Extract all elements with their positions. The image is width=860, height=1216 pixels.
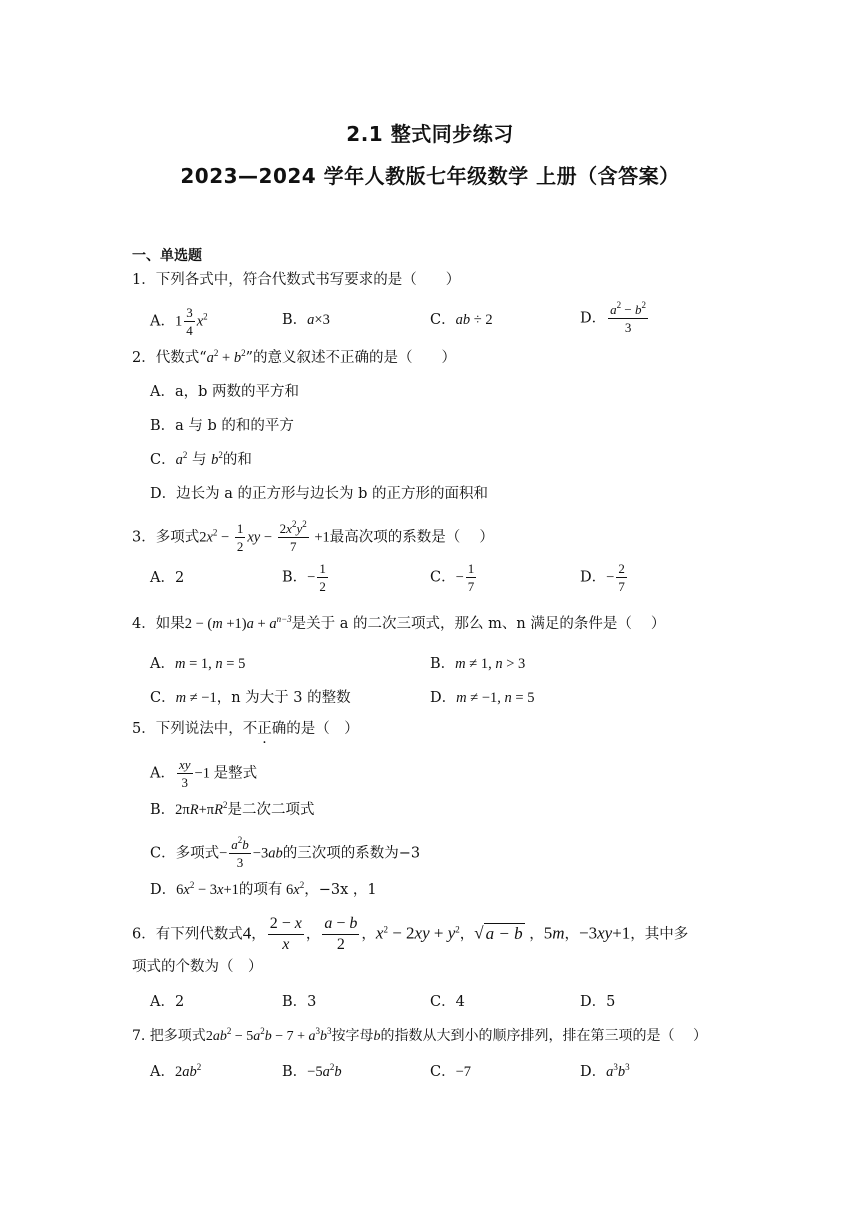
question-1-option-b: B．a×3 [282,312,330,328]
question-6-option-d: D．5 [580,994,616,1010]
question-6-option-b: B．3 [282,994,317,1010]
question-1-option-a: A．1 $\frac{3}{4}$ $x^2$ [150,305,208,338]
question-2-option-d: D．边长为 a 的正方形与边长为 b 的正方形的面积和 [150,486,488,502]
question-2-option-c: C．$a^2$ 与 $b^2$的和 [150,450,252,468]
question-4-option-a: A．m = 1, n = 5 [150,656,246,672]
question-2-stem: 2．代数式“$a^2 + b^2$”的意义叙述不正确的是（ ） [132,348,456,366]
question-5-option-b: B．$2\pi R+\pi R^2$是二次二项式 [150,800,315,818]
question-5-stem: 5．下列说法中，不正确的是（ ） [132,721,359,737]
question-5-option-a: A． $\frac{xy}{3}$ −1 是整式 [150,757,258,790]
section-heading: 一、单选题 [132,248,202,264]
page-subtitle: 2023—2024 学年人教版七年级数学 上册（含答案） [180,164,680,188]
question-1-option-d: D． $\frac{a^2 - b^2}{3}$ [580,300,646,335]
question-4-option-c: C．m ≠ −1，n 为大于 3 的整数 [150,690,351,706]
question-7-option-d: D．$a^3b^3$ [580,1062,630,1080]
question-6-stem-cont: 项式的个数为（ ） [132,959,263,975]
question-3-option-b: B．− $\frac{1}{2}$ [282,561,326,594]
question-3-stem: 3．多项式$2x^2$ − $\frac{1}{2}$ xy − $\frac{2x^2y^2}{7}$ +1最高次项的系数是（ ） [132,519,494,554]
page-title: 2.1 整式同步练习 [346,122,514,146]
question-3-option-a: A．2 [150,570,185,586]
question-4-option-b: B．m ≠ 1, n > 3 [430,656,526,672]
question-3-option-d: D．− $\frac{2}{7}$ [580,561,625,594]
question-7-option-c: C．−7 [430,1064,472,1080]
question-6-stem: 6．有下列代数式4， $\frac{2 - x}{x}$ ， $\frac{a - b}{2}$ ，$x^2 - 2xy + y^2$，√ a − b ，5m，−3xy+1，其中多 [132,915,689,953]
question-1-option-c: C．ab ÷ 2 [430,312,493,328]
question-3-option-c: C．− $\frac{1}{7}$ [430,561,475,594]
question-6-option-a: A．2 [150,994,185,1010]
question-6-option-c: C．4 [430,994,465,1010]
emphasis-not-correct: 不正确 [242,721,287,737]
question-7-stem: 7. 把多项式$2ab^2 - 5a^2b - 7 + a^3b^3$按字母b的指数从大到小的顺序排列，排在第三项的是（ ） [132,1026,707,1044]
question-4-stem: 4．如果$2 - (m +1)a + a^{n-3}$是关于 a 的二次三项式，那么 m、n 满足的条件是（ ） [132,614,666,632]
question-2-option-b: B．a 与 b 的和的平方 [150,418,294,434]
question-7-option-b: B．$-5a^2b$ [282,1062,342,1080]
question-1-stem: 1．下列各式中，符合代数式书写要求的是（ ） [132,272,461,288]
question-7-option-a: A．$2ab^2$ [150,1062,202,1080]
question-4-option-d: D．m ≠ −1, n = 5 [430,690,535,706]
question-5-option-d: D．$6x^2 - 3x+1$的项有 $6x^2$，−3x ，1 [150,880,377,898]
question-2-option-a: A．a，b 两数的平方和 [150,384,300,400]
question-5-option-c: C．多项式− $\frac{a^2b}{3}$ −3ab的三次项的系数为−3 [150,835,421,870]
